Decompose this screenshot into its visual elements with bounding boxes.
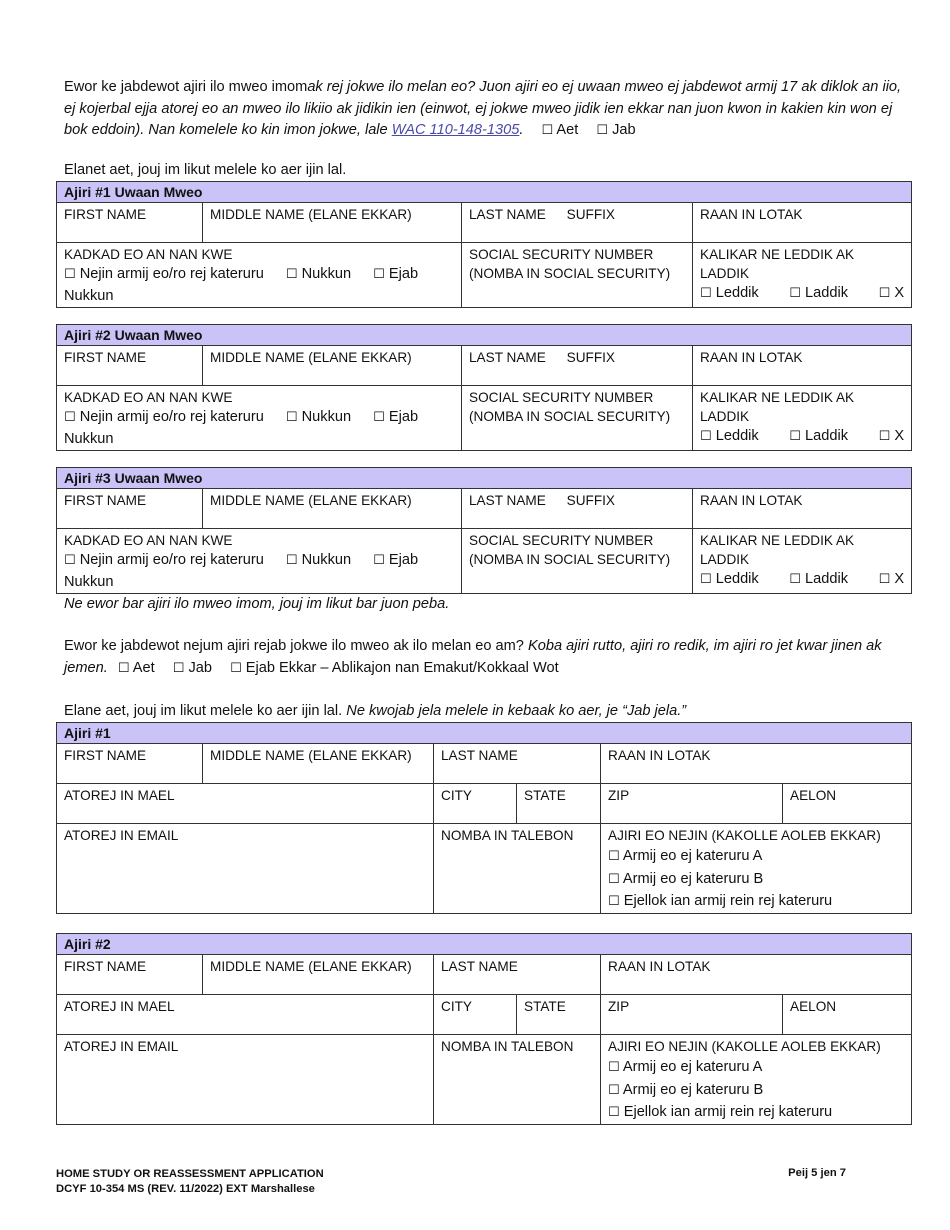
phone-field[interactable]: NOMBA IN TALEBON — [434, 824, 601, 914]
county-field[interactable]: AELON — [783, 784, 912, 824]
first-name-field[interactable]: FIRST NAME — [57, 489, 203, 529]
section-title: Ajiri #1 — [57, 723, 912, 744]
relation-field: KADKAD EO AN NAN KWE ☐ Nejin armij eo/ro rej kateruru ☐ Nukkun ☐ Ejab Nukkun — [57, 243, 462, 308]
email-field[interactable]: ATOREJ IN EMAIL — [57, 824, 434, 914]
checkbox[interactable]: ☐ — [608, 1082, 620, 1098]
checkbox[interactable]: ☐ — [64, 553, 76, 568]
middle-name-field[interactable]: MIDDLE NAME (ELANE EKKAR) — [203, 203, 462, 243]
checkbox[interactable]: ☐ — [285, 267, 298, 282]
checkbox[interactable]: ☐ — [700, 286, 712, 301]
email-field[interactable]: ATOREJ IN EMAIL — [57, 1035, 434, 1125]
checkbox[interactable]: ☐ — [373, 553, 385, 568]
section-title: Ajiri #1 Uwaan Mweo — [57, 182, 912, 203]
zip-field[interactable]: ZIP — [601, 784, 783, 824]
phone-field[interactable]: NOMBA IN TALEBON — [434, 1035, 601, 1125]
checkbox[interactable]: ☐ — [285, 553, 298, 568]
checkbox[interactable]: ☐ — [285, 410, 298, 425]
checkbox[interactable]: ☐ — [700, 572, 712, 587]
relation-field: KADKAD EO AN NAN KWE ☐ Nejin armij eo/ro rej kateruru ☐ Nukkun ☐ Ejab Nukkun — [57, 529, 462, 594]
city-field[interactable]: CITY — [434, 784, 517, 824]
checkbox[interactable]: ☐ — [878, 572, 891, 587]
away-children-question: Ewor ke jabdewot nejum ajiri rejab jokwe ilo mweo ak ilo melan eo am? Koba ajiri rutto, ajiri ro redik, im ajiri ro jet kwar jinen ak jemen. ☐ Aet ☐ Jab ☐ Ejab Ekkar – Ablikajon nan Emakut/Kokkaal Wot — [64, 638, 882, 676]
checkbox[interactable]: ☐ — [596, 123, 609, 138]
away-child-table — [56, 722, 912, 914]
county-field[interactable]: AELON — [783, 995, 912, 1035]
checkbox[interactable]: ☐ — [608, 871, 620, 887]
last-name-field[interactable]: LAST NAME SUFFIX — [462, 489, 693, 529]
last-name-field[interactable]: LAST NAME — [434, 744, 601, 784]
checkbox[interactable]: ☐ — [172, 660, 185, 676]
first-name-field[interactable]: FIRST NAME — [57, 346, 203, 386]
mail-address-field[interactable]: ATOREJ IN MAEL — [57, 784, 434, 824]
checkbox[interactable]: ☐ — [878, 286, 891, 301]
section-title: Ajiri #3 Uwaan Mweo — [57, 468, 912, 489]
dob-field[interactable]: RAAN IN LOTAK — [693, 489, 912, 529]
first-name-field[interactable]: FIRST NAME — [57, 744, 203, 784]
checkbox[interactable]: ☐ — [373, 267, 385, 282]
instruction-2: Elane aet, jouj im likut melele ko aer ijin lal. Ne kwojab jela melele in kebaak ko aer, je “Jab jela.” — [64, 703, 687, 719]
checkbox[interactable]: ☐ — [789, 572, 801, 587]
ssn-field[interactable]: SOCIAL SECURITY NUMBER (NOMBA IN SOCIAL SECURITY) — [462, 386, 693, 451]
wac-link[interactable]: WAC 110-148-1305 — [391, 122, 520, 138]
middle-name-field[interactable]: MIDDLE NAME (ELANE EKKAR) — [203, 346, 462, 386]
page-number: Peij 5 jen 7 — [788, 1167, 846, 1179]
dob-field[interactable]: RAAN IN LOTAK — [693, 203, 912, 243]
away-child-table — [56, 933, 912, 1125]
state-field[interactable]: STATE — [517, 995, 601, 1035]
checkbox[interactable]: ☐ — [878, 429, 891, 444]
relation-field: KADKAD EO AN NAN KWE ☐ Nejin armij eo/ro rej kateruru ☐ Nukkun ☐ Ejab Nukkun — [57, 386, 462, 451]
city-field[interactable]: CITY — [434, 995, 517, 1035]
section-title: Ajiri #2 — [57, 934, 912, 955]
household-child-table — [56, 181, 912, 308]
footer: HOME STUDY OR REASSESSMENT APPLICATION DCYF 10-354 MS (REV. 11/2022) EXT Marshallese — [56, 1168, 324, 1195]
gender-field: KALIKAR NE LEDDIK AK LADDIK ☐ Leddik ☐ Laddik ☐ X — [693, 529, 912, 594]
child-of-field: AJIRI EO NEJIN (KAKOLLE AOLEB EKKAR) ☐ Armij eo ej kateruru A ☐ Armij eo ej kateruru B ☐ Ejellok ian armij rein rej kateruru — [601, 824, 912, 914]
checkbox[interactable]: ☐ — [608, 1060, 620, 1075]
first-name-field[interactable]: FIRST NAME — [57, 955, 203, 995]
instruction-1: Elanet aet, jouj im likut melele ko aer ijin lal. — [64, 162, 347, 178]
checkbox[interactable]: ☐ — [230, 660, 242, 676]
checkbox[interactable]: ☐ — [64, 267, 76, 282]
household-child-table — [56, 467, 912, 594]
middle-name-field[interactable]: MIDDLE NAME (ELANE EKKAR) — [203, 489, 462, 529]
state-field[interactable]: STATE — [517, 784, 601, 824]
last-name-field[interactable]: LAST NAME SUFFIX — [462, 346, 693, 386]
checkbox[interactable]: ☐ — [64, 410, 76, 425]
last-name-field[interactable]: LAST NAME — [434, 955, 601, 995]
checkbox[interactable]: ☐ — [700, 429, 712, 444]
zip-field[interactable]: ZIP — [601, 995, 783, 1035]
checkbox[interactable]: ☐ — [117, 660, 130, 676]
more-children-note: Ne ewor bar ajiri ilo mweo imom, jouj im likut bar juon peba. — [64, 596, 450, 612]
ssn-field[interactable]: SOCIAL SECURITY NUMBER (NOMBA IN SOCIAL SECURITY) — [462, 529, 693, 594]
checkbox[interactable]: ☐ — [608, 1105, 620, 1120]
checkbox[interactable]: ☐ — [789, 286, 801, 301]
first-name-field[interactable]: FIRST NAME — [57, 203, 203, 243]
gender-field: KALIKAR NE LEDDIK AK LADDIK ☐ Leddik ☐ Laddik ☐ X — [693, 243, 912, 308]
section-title: Ajiri #2 Uwaan Mweo — [57, 325, 912, 346]
gender-field: KALIKAR NE LEDDIK AK LADDIK ☐ Leddik ☐ Laddik ☐ X — [693, 386, 912, 451]
checkbox[interactable]: ☐ — [789, 429, 801, 444]
dob-field[interactable]: RAAN IN LOTAK — [693, 346, 912, 386]
child-of-field: AJIRI EO NEJIN (KAKOLLE AOLEB EKKAR) ☐ Armij eo ej kateruru A ☐ Armij eo ej kateruru B ☐ Ejellok ian armij rein rej kateruru — [601, 1035, 912, 1125]
dob-field[interactable]: RAAN IN LOTAK — [601, 744, 912, 784]
middle-name-field[interactable]: MIDDLE NAME (ELANE EKKAR) — [203, 744, 434, 784]
dob-field[interactable]: RAAN IN LOTAK — [601, 955, 912, 995]
mail-address-field[interactable]: ATOREJ IN MAEL — [57, 995, 434, 1035]
checkbox[interactable]: ☐ — [608, 849, 620, 864]
ssn-field[interactable]: SOCIAL SECURITY NUMBER (NOMBA IN SOCIAL SECURITY) — [462, 243, 693, 308]
middle-name-field[interactable]: MIDDLE NAME (ELANE EKKAR) — [203, 955, 434, 995]
last-name-field[interactable]: LAST NAME SUFFIX — [462, 203, 693, 243]
checkbox[interactable]: ☐ — [373, 410, 385, 425]
checkbox[interactable]: ☐ — [608, 894, 620, 909]
checkbox[interactable]: ☐ — [541, 123, 554, 138]
household-child-table — [56, 324, 912, 451]
intro-question: Ewor ke jabdewot ajiri ilo mweo imomak rej jokwe ilo melan eo? Juon ajiri eo ej uwaan mweo ej jabdewot armij 17 ak diklok an iio, ej kojerbal ejja atorej eo an mweo ilo likiio ak jidikin ien (einwot, ej jokwe mweo jidik ien ekkar nan juon kwon in kakien kin won ej bok eddoin). Nan komelele ko kin imon jokwe, lale WAC 110-148-1305. ☐ Aet ☐ Jab — [64, 79, 902, 138]
